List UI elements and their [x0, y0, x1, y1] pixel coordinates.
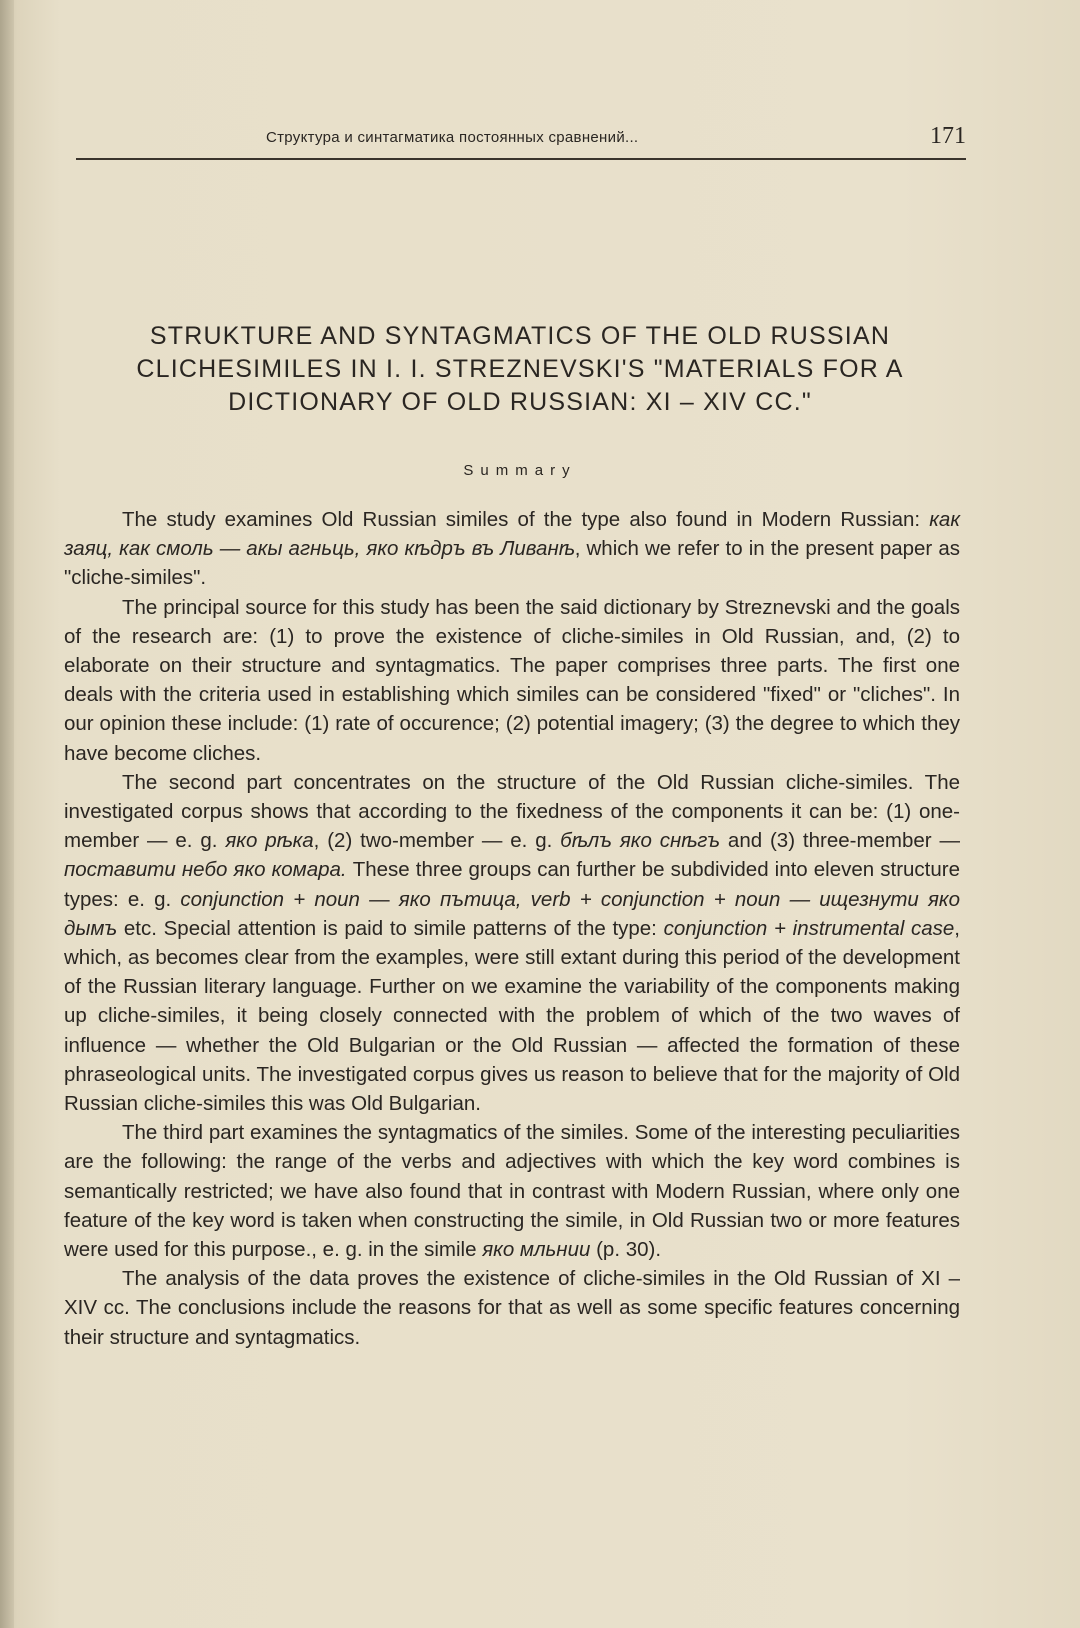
paragraph-3-example-4: яко пътица, verb + conjunction + noun — ищезнути яко дымъ — [64, 887, 960, 940]
paragraph-3-example-3: поставити небо яко комара. — [64, 858, 347, 882]
page-number: 171 — [930, 123, 966, 149]
paragraph-3-text-e: — — [359, 887, 399, 911]
paragraph-1-text-a: The study examines Old Russian similes of the type also found in Modern Russian: — [122, 508, 930, 531]
header-rule — [76, 158, 966, 160]
paragraph-3-text-d: These three groups can further be subdivided into eleven structure types: e. g. — [64, 858, 960, 911]
paragraph-1-example-1: как заяц, как смоль — акы агньць, яко кѣдръ въ Ливанѣ — [64, 508, 960, 561]
paragraph-4-text-a: The third part examines the syntagmatics of the similes. Some of the interesting peculiarities are the following: the range of the verbs and adjectives with which the key word combines is semantically restricted; we have also found that in contrast with Modern Russian, where only one feature of the key word is taken when constructing the simile, in Old Russian two or more features were used for this purpose., e. g. in the simile — [64, 1121, 960, 1262]
book-spine-shadow — [0, 0, 14, 1628]
running-title: Структура и синтагматика постоянных сравнений... — [266, 129, 639, 146]
paragraph-3-text-a: The second part concentrates on the structure of the Old Russian cliche-similes. The investigated corpus shows that according to the fixedness of the components it can be: (1) one-member — e. g. — [64, 770, 960, 853]
paragraph-3-text-g: , which, as becomes clear from the examples, were still extant during this period of the development of the Russian literary language. Further on we examine the variability of the components making up cliche-similes, it being closely connected with the problem of which of the two waves of influence — whether the Old Bulgarian or the Old Russian — affected the formation of these phraseological units. The investigated corpus gives us reason to believe that for the majority of Old Russian cliche-similes this was Old Bulgarian. — [64, 916, 960, 1116]
paragraph-4-text-b: (p. 30). — [590, 1238, 662, 1262]
paragraph-5: The analysis of the data proves the existence of cliche-similes in the Old Russian of XI – XIV cc. The conclusions include the reasons for that as well as some specific features concerning their structure and syntagmatics. — [64, 1267, 960, 1349]
paragraph-3-example-2: бѣлъ яко снѣгъ — [560, 829, 721, 853]
title-line-2: CLICHESIMILES IN I. I. STREZNEVSKI'S "MATERIALS FOR A — [136, 355, 904, 383]
paragraph-3-pattern-1: conjunction + noun — [180, 887, 360, 911]
summary-heading: Summary — [463, 462, 577, 479]
paragraph-3-text-f: etc. Special attention is paid to simile patterns of the type: — [117, 916, 664, 940]
paragraph-3-text-c: and (3) three-member — — [720, 829, 960, 853]
paragraph-1-text-b: , which we refer to in the present paper as "cliche-similes". — [64, 537, 961, 590]
title-line-1: STRUKTURE AND SYNTAGMATICS OF THE OLD RUSSIAN — [149, 322, 891, 350]
paragraph-3 — [64, 768, 960, 1118]
paragraph-3-text-b: , (2) two-member — e. g. — [313, 829, 561, 853]
page-header — [76, 125, 966, 159]
paragraph-1 — [64, 505, 960, 593]
paragraph-2: The principal source for this study has been the said dictionary by Streznevski and the goals of the research are: (1) to prove the existence of cliche-similes in Old Russian, and, (2) to elaborate on their structure and syntagmatics. The paper comprises three parts. The first one deals with the criteria used in establishing which similes can be considered "fixed" or "cliches". In our opinion these include: (1) rate of occurence; (2) potential imagery; (3) the degree to which they have become cliches. — [64, 595, 960, 765]
summary-body — [64, 505, 960, 1352]
paragraph-3-example-1: яко рѣка — [225, 829, 314, 853]
paragraph-4 — [64, 1118, 960, 1264]
paragraph-3-pattern-2: conjunction + instrumental case — [663, 916, 955, 940]
title-line-3: DICTIONARY OF OLD RUSSIAN: XI – XIV CC." — [228, 388, 812, 416]
paragraph-4-example-1: яко мльнии — [482, 1238, 591, 1262]
article-title — [90, 320, 950, 419]
